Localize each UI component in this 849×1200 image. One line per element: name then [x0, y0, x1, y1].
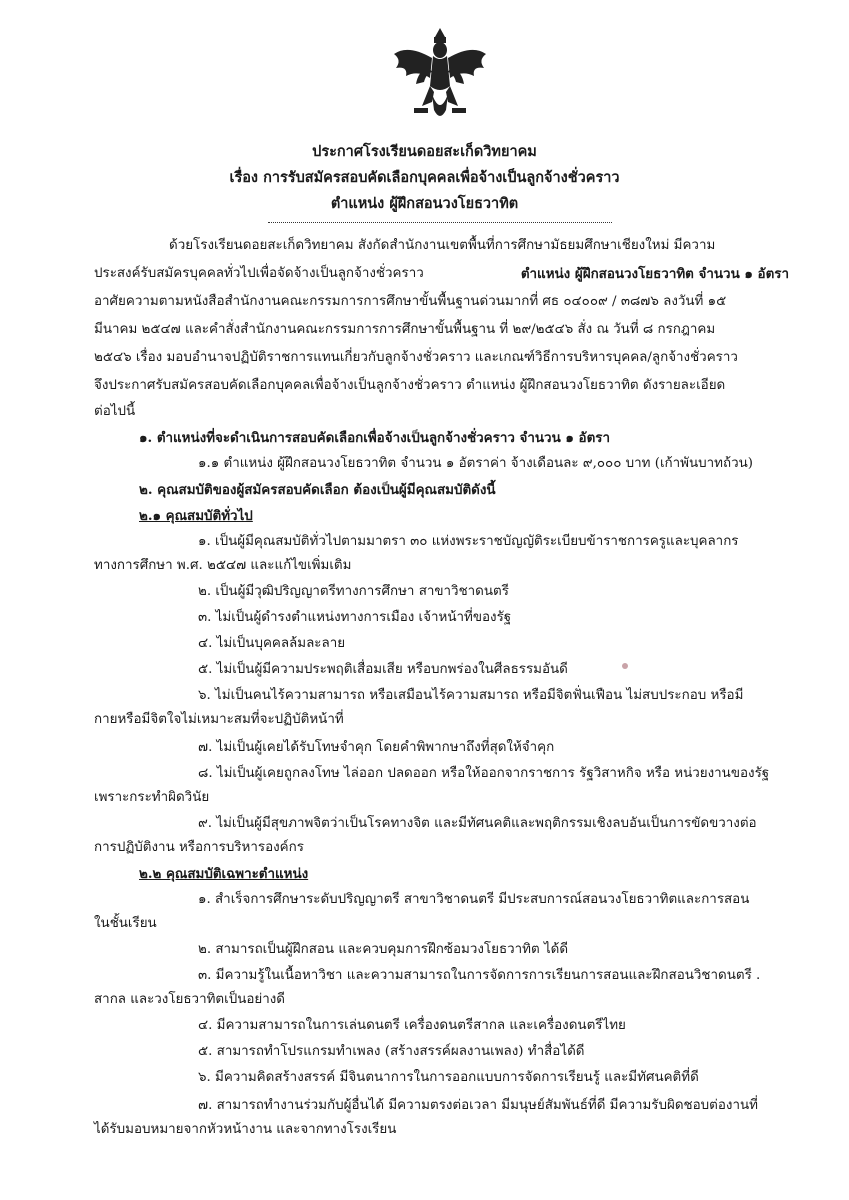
general-item-8-cont: เพราะกระทำผิดวินัย: [94, 790, 210, 805]
specific-item-7: ๗. สามารถทำงานร่วมกับผู้อื่นได้ มีความตรงต่อเวลา มีมนุษย์สัมพันธ์ที่ดี มีความรับผิดชอบต่องานที่: [198, 1098, 758, 1113]
intro-line-2-position: ตำแหน่ง ผู้ฝึกสอนวงโยธวาทิต จำนวน ๑ อัตรา: [520, 266, 789, 282]
general-item-2: ๒. เป็นผู้มีวุฒิปริญญาตรีทางการศึกษา สาขาวิชาดนตรี: [198, 584, 509, 599]
specific-item-6: ๖. มีความคิดสร้างสรรค์ มีจินตนาการในการออกแบบการจัดการเรียนรู้ และมีทัศนคติที่ดี: [198, 1070, 699, 1085]
specific-item-4: ๔. มีความสามารถในการเล่นดนตรี เครื่องดนตรีสากล และเครื่องดนตรีไทย: [198, 1018, 626, 1033]
intro-line-3: อาศัยความตามหนังสือสำนักงานคณะกรรมการการศึกษาขั้นพื้นฐานด่วนมากที่ ศธ ๐๔๐๐๙ / ๓๘๗๖ ลงวันที่ ๑๕: [94, 294, 727, 309]
general-item-1: ๑. เป็นผู้มีคุณสมบัติทั่วไปตามมาตรา ๓๐ แห่งพระราชบัญญัติระเบียบข้าราชการครูและบุคลากร: [198, 534, 739, 549]
general-item-6-cont: กายหรือมีจิตใจไม่เหมาะสมที่จะปฏิบัติหน้าที่: [94, 712, 344, 727]
general-qualifications-title: ๒.๑ คุณสมบัติทั่วไป: [139, 508, 253, 524]
general-item-7: ๗. ไม่เป็นผู้เคยได้รับโทษจำคุก โดยคำพิพากษาถึงที่สุดให้จำคุก: [198, 740, 555, 755]
specific-item-3: ๓. มีความรู้ในเนื้อหาวิชา และความสามารถในการจัดการการเรียนการสอนและฝึกสอนวิชาดนตรี .: [198, 968, 761, 983]
section-1-item: ๑.๑ ตำแหน่ง ผู้ฝึกสอนวงโยธวาทิต จำนวน ๑ อัตราค่า จ้างเดือนละ ๙,๐๐๐ บาท (เก้าพันบาทถ้วน): [198, 456, 754, 471]
specific-item-1: ๑. สำเร็จการศึกษาระดับปริญญาตรี สาขาวิชาดนตรี มีประสบการณ์สอนวงโยธวาทิตและการสอน: [198, 892, 750, 907]
specific-item-7-cont: ได้รับมอบหมายจากหัวหน้างาน และจากทางโรงเรียน: [94, 1122, 397, 1137]
general-item-8: ๘. ไม่เป็นผู้เคยถูกลงโทษ ไล่ออก ปลดออก หรือให้ออกจากราชการ รัฐวิสาหกิจ หรือ หน่วยงานของรัฐ: [198, 766, 770, 781]
intro-line-2-text: ประสงค์รับสมัครบุคคลทั่วไปเพื่อจัดจ้างเป็นลูกจ้างชั่วคราว: [94, 266, 424, 281]
general-item-3: ๓. ไม่เป็นผู้ดำรงตำแหน่งทางการเมือง เจ้าหน้าที่ของรัฐ: [198, 610, 512, 625]
general-item-6: ๖. ไม่เป็นคนไร้ความสามารถ หรือเสมือนไร้ความสมารถ หรือมีจิตฟั่นเฟือน ไม่สบประกอบ หรือมี: [198, 688, 744, 703]
garuda-emblem-icon: [388, 26, 492, 126]
dotted-divider: [268, 222, 612, 223]
intro-line-6: จึงประกาศรับสมัครสอบคัดเลือกบุคคลเพื่อจ้างเป็นลูกจ้างชั่วคราว ตำแหน่ง ผู้ฝึกสอนวงโยธวาทิต ดังรายละเอียด: [94, 378, 726, 393]
intro-line-1: ด้วยโรงเรียนดอยสะเก็ดวิทยาคม สังกัดสำนักงานเขตพื้นที่การศึกษามัธยมศึกษาเชียงใหม่ มีความ: [169, 238, 716, 253]
specific-qualifications-title: ๒.๒ คุณสมบัติเฉพาะตำแหน่ง: [139, 866, 309, 882]
general-item-9: ๙. ไม่เป็นผู้มีสุขภาพจิตว่าเป็นโรคทางจิต และมีทัศนคติและพฤติกรรมเชิงลบอันเป็นการขัดขวางต่อ: [198, 816, 757, 831]
specific-item-2: ๒. สามารถเป็นผู้ฝึกสอน และควบคุมการฝึกซ้อมวงโยธวาทิต ได้ดี: [198, 942, 569, 957]
subject-title: เรื่อง การรับสมัครสอบคัดเลือกบุคคลเพื่อจ้างเป็นลูกจ้างชั่วคราว: [229, 169, 620, 186]
general-item-4: ๔. ไม่เป็นบุคคลล้มละลาย: [198, 636, 346, 651]
general-item-5: ๕. ไม่เป็นผู้มีความประพฤติเสื่อมเสีย หรือบกพร่องในศีลธรรมอันดี: [198, 662, 568, 677]
announcement-title: ประกาศโรงเรียนดอยสะเก็ดวิทยาคม: [312, 143, 537, 160]
position-title: ตำแหน่ง ผู้ฝึกสอนวงโยธวาทิต: [330, 195, 519, 212]
section-1-title: ๑. ตำแหน่งที่จะดำเนินการสอบคัดเลือกเพื่อจ้างเป็นลูกจ้างชั่วคราว จำนวน ๑ อัตรา: [139, 430, 610, 446]
intro-line-4: มีนาคม ๒๕๔๗ และคำสั่งสำนักงานคณะกรรมการการศึกษาขั้นพื้นฐาน ที่ ๒๙/๒๕๔๖ สั่ง ณ วันที่ ๘ กรกฎาคม: [94, 322, 716, 337]
specific-item-3-cont: สากล และวงโยธวาทิตเป็นอย่างดี: [94, 992, 285, 1007]
specific-item-1-cont: ในชั้นเรียน: [94, 916, 157, 931]
section-2-title: ๒. คุณสมบัติของผู้สมัครสอบคัดเลือก ต้องเป็นผู้มีคุณสมบัติดังนี้: [139, 482, 496, 498]
intro-line-5: ๒๕๔๖ เรื่อง มอบอำนาจปฏิบัติราชการแทนเกี่ยวกับลูกจ้างชั่วคราว และเกณฑ์วิธีการบริหารบุคคล/ลูกจ้างชั่วคราว: [94, 350, 738, 365]
general-item-9-cont: การปฏิบัติงาน หรือการบริหารองค์กร: [94, 840, 304, 855]
scan-speck: [622, 663, 628, 669]
intro-line-2: [94, 264, 789, 284]
general-item-1-cont: ทางการศึกษา พ.ศ. ๒๕๔๗ และแก้ไขเพิ่มเติม: [94, 558, 352, 573]
intro-line-7: ต่อไปนี้: [94, 404, 136, 419]
specific-item-5: ๕. สามารถทำโปรแกรมทำเพลง (สร้างสรรค์ผลงานเพลง) ทำสื่อได้ดี: [198, 1044, 585, 1059]
